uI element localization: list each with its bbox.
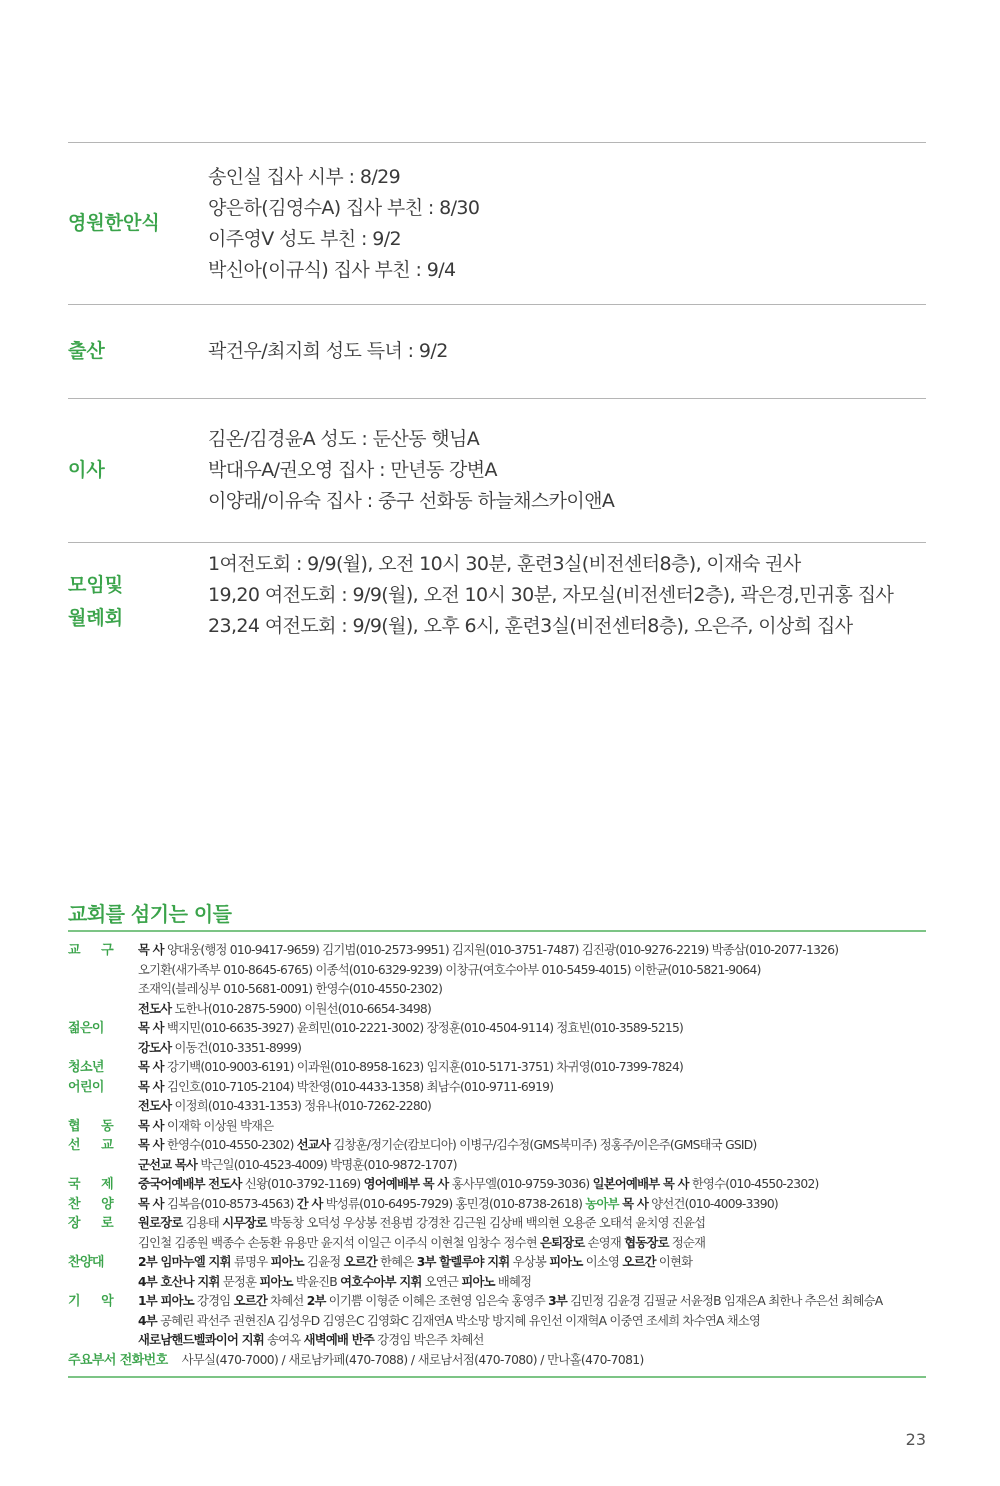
funeral-item: 박신아(이규식) 집사 부친 : 9/4 (208, 258, 456, 281)
staff-group-choir (68, 1253, 926, 1292)
group-label: 젊은이 (68, 1021, 104, 1036)
staff-line: 목 사 강기백(010-9003-6191) 이과원(010-8958-1623) 임지훈(010-5171-3751) 차귀영(010-7399-7824) (138, 1060, 684, 1074)
staff-line: 전도사 도한나(010-2875-5900) 이원선(010-6654-3498) (138, 1001, 432, 1016)
staff-line: 4부 호산나 지휘 문정훈 피아노 박윤진B 여호수아부 지휘 오연근 피아노 배혜정 (138, 1274, 532, 1289)
staff-line: 중국어예배부 전도사 신왕(010-3792-1169) 영어예배부 목 사 홍사무엘(010-9759-3036) 일본어예배부 목 사 한영수(010-4550-2302) (138, 1177, 819, 1191)
birth-section (68, 305, 926, 398)
phones-label: 주요부서 전화번호 (68, 1352, 168, 1368)
funeral-item: 송인실 집사 시부 : 8/29 (208, 165, 401, 188)
meeting-item: 1여전도회 : 9/9(월), 오전 10시 30분, 훈련3실(비전센터8층), 이재숙 권사 (208, 553, 801, 575)
staff-group-coop (68, 1117, 926, 1137)
staff-line: 전도사 이정희(010-4331-1353) 정유나(010-7262-2280) (138, 1099, 432, 1113)
meeting-section (68, 543, 926, 659)
divider (68, 1376, 926, 1378)
moving-section (68, 399, 926, 542)
staff-line: 4부 공혜린 곽선주 권현진A 김성우D 김영은C 김영화C 김재연A 박소망 방지혜 유인선 이재혁A 이중연 조세희 차수연A 채소영 (138, 1313, 761, 1328)
meeting-item: 19,20 여전도회 : 9/9(월), 오전 10시 30분, 자모실(비전센터2층), 곽은경,민귀홍 집사 (208, 584, 894, 606)
funeral-section (68, 143, 926, 304)
staff-line: 목 사 양대웅(행정 010-9417-9659) 김기범(010-2573-9951) 김지원(010-3751-7487) 김진광(010-9276-2219) 박종삼(010-2077-1326) (138, 943, 839, 957)
funeral-label: 영원한안식 (68, 212, 160, 234)
meeting-label-line: 모임및 (68, 574, 124, 596)
moving-item: 이양래/이유숙 집사 : 중구 선화동 하늘채스카이앤A (208, 490, 615, 512)
staff-line: 목 사 이재학 이상원 박재은 (138, 1118, 274, 1133)
staff-group-children (68, 1078, 926, 1117)
group-label: 기 악 (68, 1294, 122, 1309)
page-number: 23 (905, 1430, 926, 1449)
staff-group-parish (68, 941, 926, 1019)
staff-section (68, 900, 926, 1378)
moving-label: 이사 (68, 459, 105, 481)
staff-line: 원로장로 김용태 시무장로 박동창 오덕성 우상봉 전용범 강경찬 김근원 김상배 백의현 오용준 오태석 윤치영 진윤섭 (138, 1216, 706, 1230)
staff-group-youth (68, 1058, 926, 1078)
phone-numbers (68, 1351, 926, 1371)
staff-group-young (68, 1019, 926, 1058)
staff-group-elders (68, 1214, 926, 1253)
meeting-item: 23,24 여전도회 : 9/9(월), 오후 6시, 훈련3실(비전센터8층), 오은주, 이상희 집사 (208, 615, 853, 637)
staff-group-intl (68, 1175, 926, 1195)
staff-line: 1부 피아노 강경임 오르간 차혜선 2부 이기쁨 이형준 이혜은 조현영 임은숙 홍영주 3부 김민정 김윤경 김필균 서윤정B 임재은A 최한나 추은선 최혜승A (138, 1294, 883, 1308)
funeral-item: 이주영V 성도 부친 : 9/2 (208, 227, 402, 250)
group-label: 국 제 (68, 1177, 122, 1192)
staff-line: 목 사 김인호(010-7105-2104) 박찬영(010-4433-1358) 최남수(010-9711-6919) (138, 1079, 554, 1094)
birth-label: 출산 (68, 340, 105, 362)
meeting-label-line: 월례회 (68, 607, 124, 629)
group-label: 선 교 (68, 1138, 122, 1153)
staff-line: 목 사 백지민(010-6635-3927) 윤희민(010-2221-3002) 장정훈(010-4504-9114) 정효빈(010-3589-5215) (138, 1021, 684, 1035)
staff-line: 조재익(블레싱부 010-5681-0091) 한영수(010-4550-2302) (138, 982, 443, 996)
church-news (68, 142, 926, 659)
group-label: 교 구 (68, 943, 122, 958)
moving-item: 김온/김경윤A 성도 : 둔산동 햇님A (208, 428, 480, 450)
staff-group-instrument (68, 1292, 926, 1351)
staff-line: 목 사 한영수(010-4550-2302) 선교사 김창훈/정기순(캄보디아) 이병구/김수정(GMS북미주) 정홍주/이은주(GMS태국 GSID) (138, 1138, 757, 1152)
group-label: 찬 양 (68, 1196, 122, 1212)
staff-line: 김인철 김종원 백종수 손동환 유용만 윤지석 이일근 이주식 이현철 임창수 정수현 은퇴장로 손영재 협동장로 정순재 (138, 1235, 706, 1250)
staff-group-praise (68, 1195, 926, 1215)
staff-group-mission (68, 1136, 926, 1175)
group-label: 찬양대 (68, 1255, 104, 1270)
phones-text: 사무실(470-7000) / 새로남카페(470-7088) / 새로남서점(470-7080) / 만나홀(470-7081) (181, 1352, 644, 1367)
staff-line: 새로남핸드벨콰이어 지휘 송여옥 새벽예배 반주 강경임 박은주 차혜선 (138, 1333, 484, 1347)
staff-line: 목 사 김복음(010-8573-4563) 간 사 박성류(010-6495-7929) 홍민경(010-8738-2618) 농아부 목 사 양선건(010-4009-3390) (138, 1196, 778, 1211)
group-label: 청소년 (68, 1060, 104, 1075)
staff-line: 오기환(새가족부 010-8645-6765) 이종석(010-6329-9239) 이창규(여호수아부 010-5459-4015) 이한균(010-5821-9064) (138, 962, 761, 977)
funeral-item: 양은하(김영수A) 집사 부친 : 8/30 (208, 196, 480, 219)
staff-line: 2부 임마누엘 지휘 류명우 피아노 김윤정 오르간 한혜은 3부 할렐루야 지휘 우상봉 피아노 이소영 오르간 이현화 (138, 1255, 693, 1269)
staff-line: 강도사 이동건(010-3351-8999) (138, 1040, 302, 1055)
birth-item: 곽건우/최지희 성도 득녀 : 9/2 (208, 340, 448, 362)
meeting-label (68, 549, 208, 635)
group-label: 어린이 (68, 1079, 104, 1095)
group-label: 장 로 (68, 1216, 122, 1231)
staff-title: 교회를 섬기는 이들 (68, 902, 232, 926)
staff-line: 군선교 목사 박근일(010-4523-4009) 박명훈(010-9872-1707) (138, 1157, 457, 1172)
moving-item: 박대우A/권오영 집사 : 만년동 강변A (208, 459, 497, 481)
group-label: 협 동 (68, 1118, 122, 1134)
